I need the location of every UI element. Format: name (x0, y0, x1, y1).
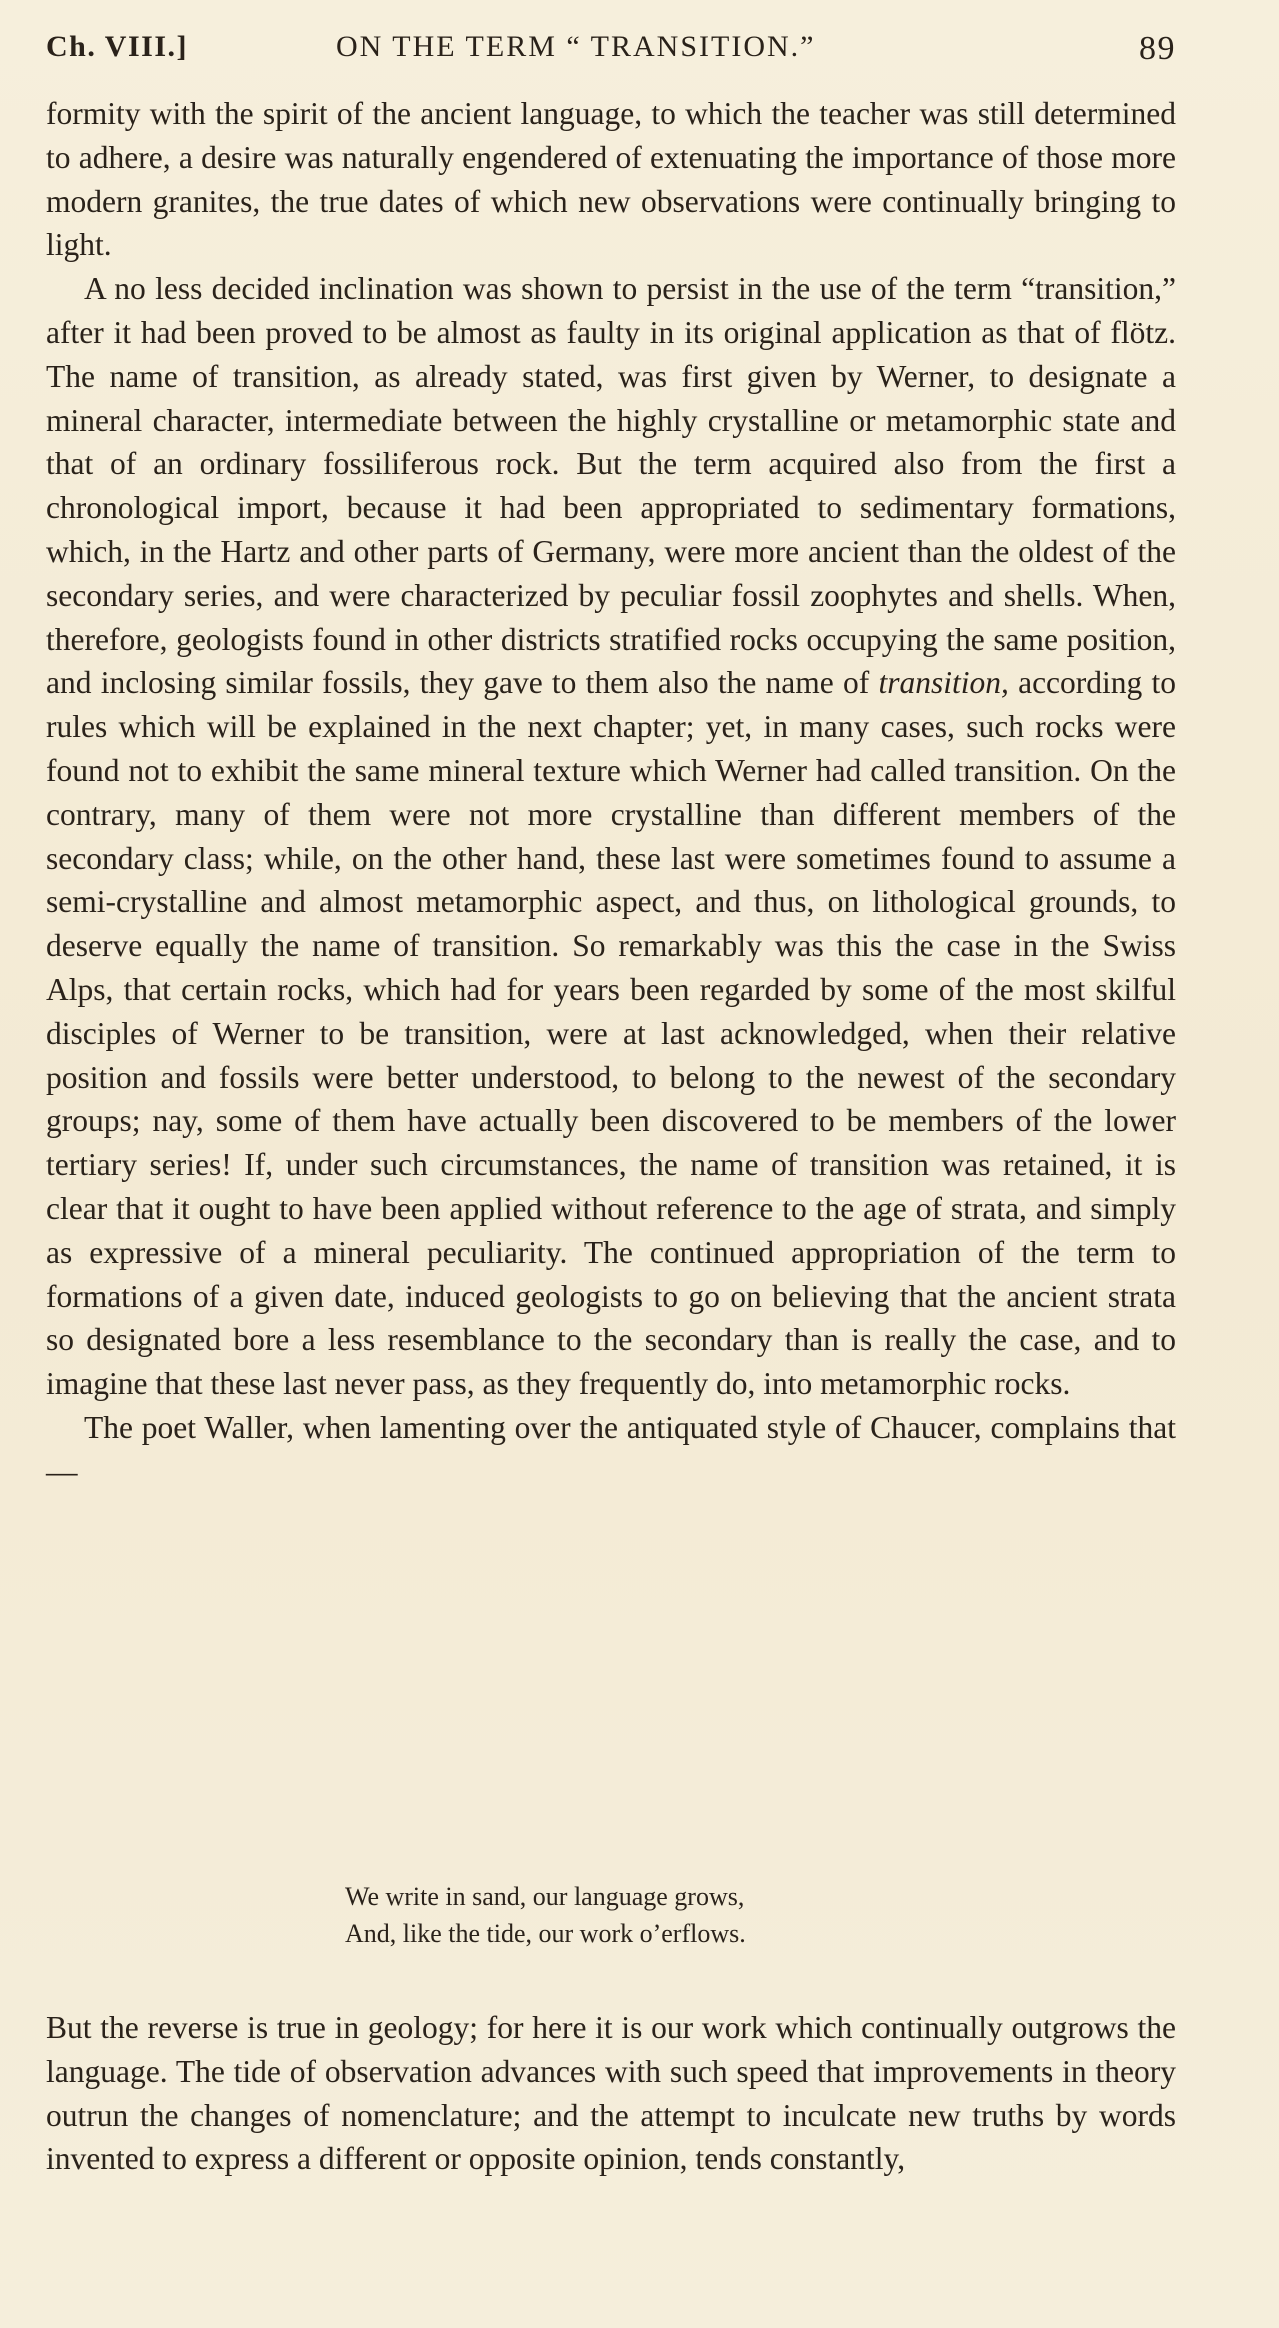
chapter-label: Ch. VIII.] (46, 30, 188, 63)
paragraph-2 (46, 267, 1176, 1406)
verse-line-2: And, like the tide, our work o’erflows. (345, 1919, 746, 1948)
page-title: ON THE TERM “ TRANSITION.” (336, 30, 816, 63)
paragraph-3: The poet Waller, when lamenting over the antiquated style of Chaucer, complains that — (46, 1409, 1176, 1489)
paragraph-2-italic-term: transition, (878, 665, 1009, 701)
paragraph-2-part-a: A no less decided inclination was shown to persist in the use of the term “transition,” after it had been proved to be almost as faulty in its original application as that of flötz. The name of transition, as already stated, was first given by Werner, to designate a mineral character, intermediate between the highly crystalline or metamorphic state and that of an ordinary fossiliferous rock. But the term acquired also from the first a chronological import, because it had been appropriated to sedimentary formations, which, in the Hartz and other parts of Germany, were more ancient than the oldest of the secondary series, and were characterized by peculiar fossil zoophytes and shells. When, therefore, geologists found in other districts stratified rocks occupying the same position, and inclosing similar fossils, they gave to them also the name of (46, 271, 1176, 701)
verse-quotation (345, 1878, 945, 1952)
verse-line-1: We write in sand, our language grows, (345, 1882, 745, 1911)
paragraph-1: formity with the spirit of the ancient language, to which the teacher was still determined to adhere, a desire was naturally engendered of extenuating the importance of those more modern granites, the true dates of which new observations were continually bringing to light. (46, 96, 1176, 263)
paragraph-2-part-b: according to rules which will be explained in the next chapter; yet, in many cases, such rocks were found not to exhibit the same mineral texture which Werner had called transition. On the contrary, many of them were not more crystalline than different members of the secondary class; while, on the other hand, these last were sometimes found to assume a semi-crystalline and almost metamorphic aspect, and thus, on lithological grounds, to deserve equally the name of transition. So remarkably was this the case in the Swiss Alps, that certain rocks, which had for years been regarded by some of the most skilful disciples of Werner to be transition, were at last acknowledged, when their relative position and fossils were better understood, to belong to the newest of the secondary groups; nay, some of them have actually been discovered to be members of the lower tertiary series! If, under such circumstances, the name of transition was retained, it is clear that it ought to have been applied without reference to the age of strata, and simply as expressive of a mineral peculiarity. The continued appropriation of the term to formations of a given date, induced geologists to go on believing that the ancient strata so designated bore a less resemblance to the secondary than is really the case, and to imagine that these last never pass, as they frequently do, into metamorphic rocks. (46, 665, 1177, 1402)
page-number: 89 (1139, 30, 1176, 67)
running-header (46, 30, 1176, 80)
main-text (46, 92, 1176, 1494)
paragraph-4: But the reverse is true in geology; for here it is our work which continually outgrows the language. The tide of observation advances with such speed that improvements in theory outrun the changes of nomenclature; and the attempt to inculcate new truths by words invented to express a different or opposite opinion, tends constantly, (46, 2010, 1176, 2177)
